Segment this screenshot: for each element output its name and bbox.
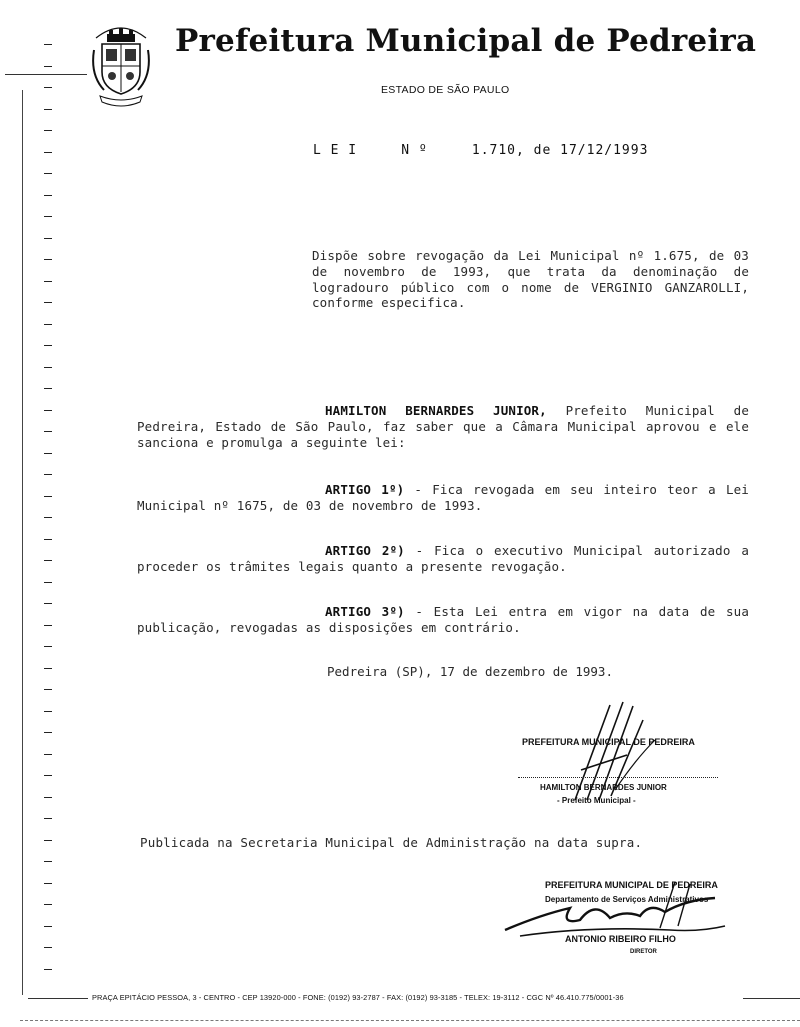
signature1-name: HAMILTON BERNARDES JUNIOR bbox=[540, 783, 667, 792]
publication-note: Publicada na Secretaria Municipal de Administração na data supra. bbox=[140, 835, 643, 850]
margin-tick bbox=[44, 861, 52, 862]
margin-tick bbox=[44, 238, 52, 239]
margin-tick bbox=[44, 775, 52, 776]
date-line: Pedreira (SP), 17 de dezembro de 1993. bbox=[327, 664, 613, 679]
footer-address: PRAÇA EPITÁCIO PESSOA, 3 - CENTRO - CEP 13920-000 - FONE: (0192) 93-2787 - FAX: (0192) 93-3185 - TELEX: 19-3112 - CGC Nº 46.410.775/0001-36 bbox=[92, 993, 624, 1002]
margin-tick bbox=[44, 431, 52, 432]
margin-tick bbox=[44, 603, 52, 604]
footer-rule-left bbox=[28, 998, 88, 999]
margin-tick bbox=[44, 560, 52, 561]
margin-tick bbox=[44, 840, 52, 841]
article-2-label: ARTIGO 2º) bbox=[325, 543, 405, 558]
signature1-role: - Prefeito Municipal - bbox=[557, 796, 636, 805]
margin-tick bbox=[44, 410, 52, 411]
header-rule bbox=[5, 74, 87, 75]
mayor-signature-icon bbox=[515, 700, 755, 810]
signature2-org: PREFEITURA MUNICIPAL DE PEDREIRA bbox=[545, 880, 718, 890]
letterhead-state: ESTADO DE SÃO PAULO bbox=[381, 84, 510, 96]
margin-tick bbox=[44, 818, 52, 819]
margin-tick bbox=[44, 732, 52, 733]
article-2 bbox=[137, 543, 749, 575]
director-signature-icon bbox=[500, 880, 740, 960]
margin-tick bbox=[44, 388, 52, 389]
margin-tick bbox=[44, 539, 52, 540]
margin-tick bbox=[44, 969, 52, 970]
article-3-text: - Esta Lei entra em vigor na data de sua publicação, revogadas as disposições em contrário. bbox=[137, 604, 749, 635]
margin-tick bbox=[44, 711, 52, 712]
margin-tick bbox=[44, 883, 52, 884]
letterhead-title: Prefeitura Municipal de Pedreira bbox=[175, 23, 757, 59]
margin-tick bbox=[44, 173, 52, 174]
margin-tick bbox=[44, 453, 52, 454]
margin-tick bbox=[44, 926, 52, 927]
margin-tick bbox=[44, 130, 52, 131]
signature2-role: DIRETOR bbox=[630, 949, 657, 955]
preamble-paragraph bbox=[137, 403, 749, 450]
margin-tick bbox=[44, 87, 52, 88]
margin-tick bbox=[44, 474, 52, 475]
margin-tick bbox=[44, 754, 52, 755]
margin-tick bbox=[44, 582, 52, 583]
law-summary: Dispõe sobre revogação da Lei Municipal nº 1.675, de 03 de novembro de 1993, que trata da denominação de logradouro público com o nome de VERGINIO GANZAROLLI, conforme especifica. bbox=[312, 248, 749, 311]
article-3-label: ARTIGO 3º) bbox=[325, 604, 405, 619]
margin-tick bbox=[44, 496, 52, 497]
margin-tick bbox=[44, 517, 52, 518]
margin-tick bbox=[44, 947, 52, 948]
margin-tick bbox=[44, 259, 52, 260]
margin-tick bbox=[44, 625, 52, 626]
margin-tick bbox=[44, 195, 52, 196]
municipal-crest-icon bbox=[90, 20, 152, 112]
article-1-label: ARTIGO 1º) bbox=[325, 482, 405, 497]
margin-marks bbox=[0, 0, 70, 1027]
margin-tick bbox=[44, 797, 52, 798]
signature1-org: PREFEITURA MUNICIPAL DE PEDREIRA bbox=[522, 737, 695, 747]
mayor-name: HAMILTON BERNARDES JUNIOR, bbox=[325, 403, 547, 418]
margin-tick bbox=[44, 44, 52, 45]
margin-tick bbox=[44, 904, 52, 905]
article-1-text: - Fica revogada em seu inteiro teor a Lei Municipal nº 1675, de 03 de novembro de 1993. bbox=[137, 482, 749, 513]
margin-tick bbox=[44, 281, 52, 282]
margin-tick bbox=[44, 345, 52, 346]
article-1 bbox=[137, 482, 749, 514]
margin-tick bbox=[44, 367, 52, 368]
margin-tick bbox=[44, 109, 52, 110]
article-2-text: - Fica o executivo Municipal autorizado a proceder os trâmites legais quanto a presente revogação. bbox=[137, 543, 749, 574]
signature2-dept: Departamento de Serviços Administrativos bbox=[545, 895, 709, 904]
margin-tick bbox=[44, 152, 52, 153]
margin-tick bbox=[44, 66, 52, 67]
margin-tick bbox=[44, 646, 52, 647]
margin-tick bbox=[44, 668, 52, 669]
bottom-edge bbox=[20, 1020, 800, 1021]
law-heading: L E I N º 1.710, de 17/12/1993 bbox=[313, 143, 649, 158]
preamble-text: Prefeito Municipal de Pedreira, Estado de São Paulo, faz saber que a Câmara Municipal aprovou e ele sanciona e promulga a seguinte lei: bbox=[137, 403, 749, 450]
margin-tick bbox=[44, 324, 52, 325]
article-3 bbox=[137, 604, 749, 636]
signature2-name: ANTONIO RIBEIRO FILHO bbox=[565, 934, 676, 944]
footer-rule-right bbox=[743, 998, 800, 999]
signature1-line bbox=[518, 777, 718, 778]
margin-line bbox=[22, 90, 23, 995]
margin-tick bbox=[44, 302, 52, 303]
margin-tick bbox=[44, 216, 52, 217]
margin-tick bbox=[44, 689, 52, 690]
